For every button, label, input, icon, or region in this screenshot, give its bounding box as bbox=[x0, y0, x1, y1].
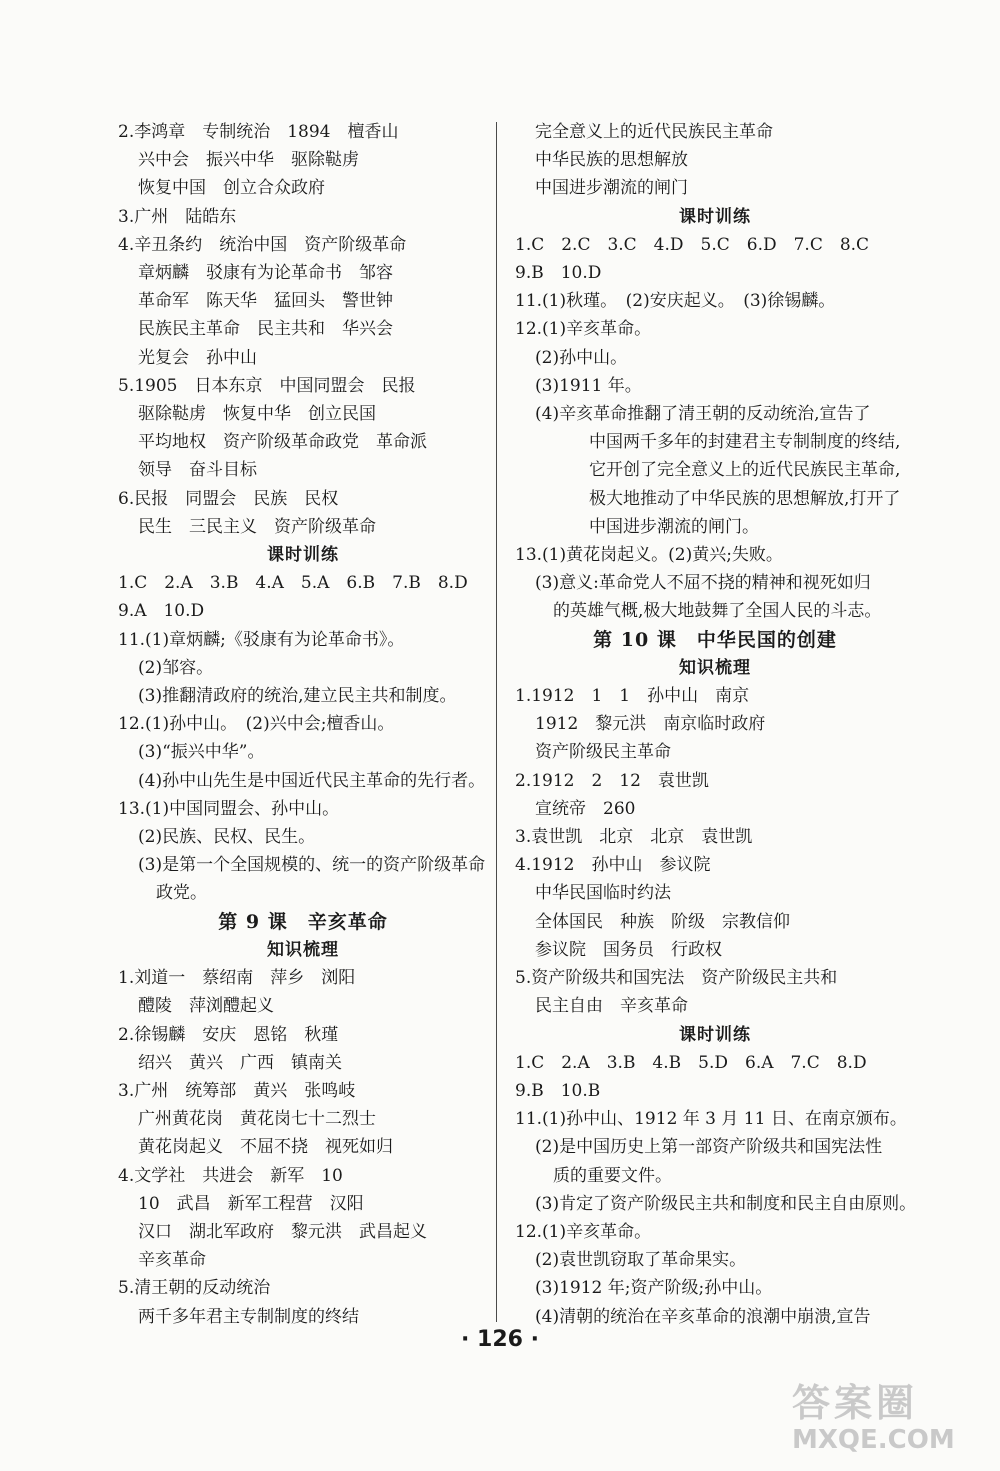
answer-line: (2)是中国历史上第一部资产阶级共和国宪法性 bbox=[535, 1137, 883, 1158]
answer-line: 兴中会 振兴中华 驱除鞑虏 bbox=[138, 150, 359, 171]
answer-line: 11.(1)孙中山、1912 年 3 月 11 日、在南京颁布。 bbox=[515, 1109, 907, 1130]
answer-line: 5.资产阶级共和国宪法 资产阶级民主共和 bbox=[515, 968, 838, 989]
answer-line: 13.(1)黄花岗起义。(2)黄兴;失败。 bbox=[515, 545, 783, 566]
answer-line: 12.(1)辛亥革命。 bbox=[515, 319, 652, 340]
answer-line: 2.徐锡麟 安庆 恩铭 秋瑾 bbox=[118, 1024, 339, 1045]
answer-line: 1.C 2.A 3.B 4.B 5.D 6.A 7.C 8.D bbox=[515, 1052, 867, 1073]
answer-line: 12.(1)孙中山。 (2)兴中会;檀香山。 bbox=[118, 714, 395, 735]
answer-line: 4.文学社 共进会 新军 10 bbox=[118, 1165, 343, 1186]
answer-line: 黄花岗起义 不屈不挠 视死如归 bbox=[138, 1137, 393, 1158]
answer-line: (3)意义:革命党人不屈不挠的精神和视死如归 bbox=[535, 573, 871, 594]
answer-line: 恢复中国 创立合众政府 bbox=[138, 178, 325, 199]
answer-line: 9.A 10.D bbox=[118, 601, 205, 622]
answer-line: 章炳麟 驳康有为论革命书 邹容 bbox=[138, 263, 393, 284]
answer-line: (3)是第一个全国规模的、统一的资产阶级革命 bbox=[138, 855, 486, 876]
answer-line: 2.李鸿章 专制统治 1894 檀香山 bbox=[118, 122, 399, 142]
answer-line: 汉口 湖北军政府 黎元洪 武昌起义 bbox=[138, 1221, 427, 1242]
section-heading: 知识梳理 bbox=[679, 657, 751, 678]
answer-line: 民主自由 辛亥革命 bbox=[535, 996, 688, 1017]
answer-line: 它开创了完全意义上的近代民族民主革命, bbox=[589, 460, 901, 481]
answer-line: 光复会 孙中山 bbox=[138, 347, 257, 368]
answer-line: 3.广州 陆皓东 bbox=[118, 206, 237, 227]
answer-line: 领导 奋斗目标 bbox=[138, 460, 257, 481]
answer-line: 极大地推动了中华民族的思想解放,打开了 bbox=[589, 488, 901, 509]
answer-line: 两千多年君主专制制度的终结 bbox=[138, 1306, 359, 1327]
section-heading: 课时训练 bbox=[679, 1024, 751, 1045]
answer-line: 民生 三民主义 资产阶级革命 bbox=[138, 516, 376, 537]
answer-line: 11.(1)秋瑾。 (2)安庆起义。 (3)徐锡麟。 bbox=[515, 291, 836, 312]
answer-line: 4.辛丑条约 统治中国 资产阶级革命 bbox=[118, 234, 407, 255]
answer-line: 中华民族的思想解放 bbox=[535, 150, 688, 171]
answer-line: 4.1912 孙中山 参议院 bbox=[515, 855, 711, 876]
answer-line: (2)民族、民权、民生。 bbox=[138, 827, 316, 848]
answer-line: 革命军 陈天华 猛回头 警世钟 bbox=[138, 291, 393, 312]
answer-line: 中国进步潮流的闸门 bbox=[535, 178, 688, 199]
answer-line: 9.B 10.B bbox=[515, 1080, 601, 1101]
answer-line: 绍兴 黄兴 广西 镇南关 bbox=[138, 1052, 342, 1073]
answer-line: (2)袁世凯窃取了革命果实。 bbox=[535, 1250, 747, 1271]
answer-line: 宣统帝 260 bbox=[535, 798, 636, 819]
answer-line: 中华民国临时约法 bbox=[535, 883, 671, 904]
answer-line: 广州黄花岗 黄花岗七十二烈士 bbox=[138, 1109, 376, 1130]
answer-line: 民族民主革命 民主共和 华兴会 bbox=[138, 319, 393, 340]
left-column bbox=[118, 118, 488, 1331]
answer-line: 1.1912 1 1 孙中山 南京 bbox=[515, 686, 750, 707]
answer-line: 3.袁世凯 北京 北京 袁世凯 bbox=[515, 827, 753, 848]
lesson-title: 第 9 课 辛亥革命 bbox=[218, 910, 388, 933]
column-divider bbox=[496, 122, 497, 1322]
section-heading: 课时训练 bbox=[267, 545, 339, 566]
watermark-title: 答案圈 bbox=[792, 1381, 919, 1425]
answer-line: (4)清朝的统治在辛亥革命的浪潮中崩溃,宣告 bbox=[535, 1306, 871, 1327]
answer-line: 12.(1)辛亥革命。 bbox=[515, 1221, 652, 1242]
answer-line: (4)辛亥革命推翻了清王朝的反动统治,宣告了 bbox=[535, 404, 871, 425]
answer-line: 的英雄气概,极大地鼓舞了全国人民的斗志。 bbox=[553, 601, 882, 622]
answer-line: 6.民报 同盟会 民族 民权 bbox=[118, 488, 339, 509]
answer-line: 平均地权 资产阶级革命政党 革命派 bbox=[138, 432, 427, 453]
answer-line: 参议院 国务员 行政权 bbox=[535, 939, 722, 960]
answer-line: 2.1912 2 12 袁世凯 bbox=[515, 770, 709, 791]
answer-line: (3)1912 年;资产阶级;孙中山。 bbox=[535, 1278, 773, 1299]
answer-line: 中国两千多年的封建君主专制制度的终结, bbox=[589, 432, 901, 453]
answer-line: 醴陵 萍浏醴起义 bbox=[138, 996, 274, 1017]
answer-line: 政党。 bbox=[156, 883, 207, 904]
answer-line: 5.清王朝的反动统治 bbox=[118, 1278, 271, 1299]
answer-line: 13.(1)中国同盟会、孙中山。 bbox=[118, 798, 340, 819]
lesson-title: 第 10 课 中华民国的创建 bbox=[593, 628, 837, 651]
answer-line: 质的重要文件。 bbox=[553, 1165, 672, 1186]
answer-line: 3.广州 统筹部 黄兴 张鸣岐 bbox=[118, 1080, 356, 1101]
answer-line: 1.C 2.C 3.C 4.D 5.C 6.D 7.C 8.C bbox=[515, 234, 870, 255]
answer-line: 5.1905 日本东京 中国同盟会 民报 bbox=[118, 375, 416, 396]
answer-line: (2)孙中山。 bbox=[535, 347, 628, 368]
answer-line: 中国进步潮流的闸门。 bbox=[589, 516, 759, 537]
section-heading: 知识梳理 bbox=[267, 939, 339, 960]
answer-line: 完全意义上的近代民族民主革命 bbox=[535, 122, 773, 142]
section-heading: 课时训练 bbox=[679, 206, 751, 227]
answer-line: 资产阶级民主革命 bbox=[535, 742, 671, 763]
watermark-url: MXQE.COM bbox=[792, 1425, 955, 1455]
answer-line: 9.B 10.D bbox=[515, 263, 602, 284]
answer-line: 辛亥革命 bbox=[138, 1250, 206, 1271]
right-column bbox=[515, 118, 915, 1331]
answer-line: 1.C 2.A 3.B 4.A 5.A 6.B 7.B 8.D bbox=[118, 573, 468, 594]
answer-line: (3)1911 年。 bbox=[535, 375, 642, 396]
answer-line: (4)孙中山先生是中国近代民主革命的先行者。 bbox=[138, 770, 486, 791]
answer-line: 全体国民 种族 阶级 宗教信仰 bbox=[535, 911, 790, 932]
answer-line: 驱除鞑虏 恢复中华 创立民国 bbox=[138, 404, 376, 425]
answer-line: (2)邹容。 bbox=[138, 657, 214, 678]
answer-line: 1.刘道一 蔡绍南 萍乡 浏阳 bbox=[118, 968, 356, 989]
answer-line: 1912 黎元洪 南京临时政府 bbox=[535, 714, 766, 735]
answer-line: (3)肯定了资产阶级民主共和制度和民主自由原则。 bbox=[535, 1193, 917, 1214]
answer-line: (3)“振兴中华”。 bbox=[138, 742, 265, 763]
answer-line: 11.(1)章炳麟;《驳康有为论革命书》。 bbox=[118, 629, 405, 650]
page-number: · 126 · bbox=[461, 1327, 539, 1352]
watermark-logo bbox=[792, 1381, 982, 1461]
answer-line: (3)推翻清政府的统治,建立民主共和制度。 bbox=[138, 686, 457, 707]
answer-line: 10 武昌 新军工程营 汉阳 bbox=[138, 1193, 364, 1214]
